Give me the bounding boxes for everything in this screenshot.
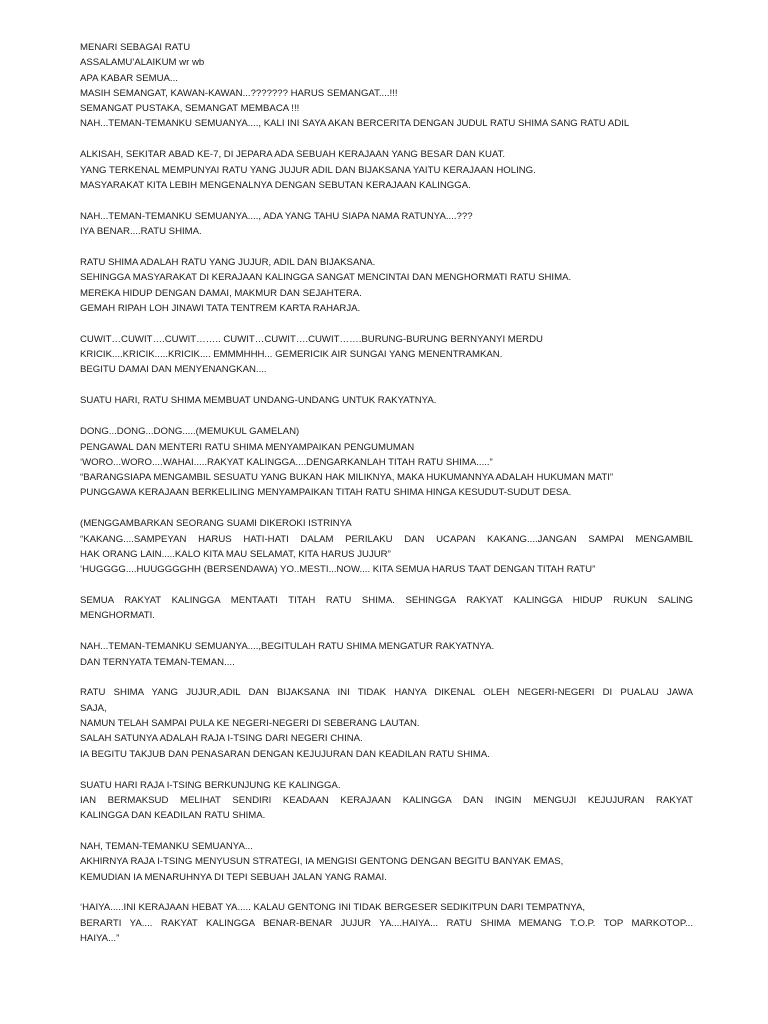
text-line: CUWIT…CUWIT….CUWIT…….. CUWIT…CUWIT….CUWIT…….BURUNG-BURUNG BERNYANYI MERDU bbox=[80, 333, 543, 345]
paragraph bbox=[80, 839, 693, 885]
paragraph-gap bbox=[80, 670, 693, 686]
text-line: RATU SHIMA ADALAH RATU YANG JUJUR, ADIL DAN BIJAKSANA. bbox=[80, 257, 376, 269]
text-line: PUNGGAWA KERAJAAN BERKELILING MENYAMPAIKAN TITAH RATU SHIMA HINGA KESUDUT-SUDUT DESA. bbox=[80, 487, 572, 499]
text-line: NAH...TEMAN-TEMANKU SEMUANYA....,BEGITULAH RATU SHIMA MENGATUR RAKYATNYA. bbox=[80, 641, 495, 653]
paragraph bbox=[80, 685, 693, 761]
text-line: NAMUN TELAH SAMPAI PULA KE NEGERI-NEGERI DI SEBERANG LAUTAN. bbox=[80, 718, 420, 730]
text-line: ‘WORO...WORO....WAHAI.....RAKYAT KALINGGA....DENGARKANLAH TITAH RATU SHIMA.....” bbox=[80, 456, 493, 468]
text-line: (MENGGAMBARKAN SEORANG SUAMI DIKEROKI ISTRINYA bbox=[80, 518, 352, 530]
text-line: ASSALAMU’ALAIKUM wr wb bbox=[80, 57, 205, 69]
text-line: AKHIRNYA RAJA I-TSING MENYUSUN STRATEGI, IA MENGISI GENTONG DENGAN BEGITU BANYAK EMAS, bbox=[80, 856, 564, 868]
text-line: IYA BENAR....RATU SHIMA. bbox=[80, 226, 202, 238]
text-line: SEMUA RAKYAT KALINGGA MENTAATI TITAH RATU SHIMA. SEHINGGA RAKYAT KALINGGA HIDUP RUKUN SALING bbox=[80, 595, 693, 607]
paragraph bbox=[80, 424, 693, 500]
paragraph-gap bbox=[80, 409, 693, 425]
paragraph-gap bbox=[80, 316, 693, 332]
text-line: SEHINGGA MASYARAKAT DI KERAJAAN KALINGGA SANGAT MENCINTAI DAN MENGHORMATI RATU SHIMA. bbox=[80, 272, 572, 284]
text-line: ‘HAIYA.....INI KERAJAAN HEBAT YA..... KALAU GENTONG INI TIDAK BERGESER SEDIKITPUN DARI TEMPATNYA, bbox=[80, 902, 586, 914]
paragraph bbox=[80, 147, 693, 193]
paragraph bbox=[80, 393, 693, 408]
text-line: “BARANGSIAPA MENGAMBIL SESUATU YANG BUKAN HAK MILIKNYA, MAKA HUKUMANNYA ADALAH HUKUMAN MATI” bbox=[80, 472, 614, 484]
text-line: MEREKA HIDUP DENGAN DAMAI, MAKMUR DAN SEJAHTERA. bbox=[80, 287, 362, 299]
text-line: NAH, TEMAN-TEMANKU SEMUANYA... bbox=[80, 841, 253, 852]
text-line: GEMAH RIPAH LOH JINAWI TATA TENTREM KARTA RAHARJA. bbox=[80, 302, 361, 314]
text-line: YANG TERKENAL MEMPUNYAI RATU YANG JUJUR ADIL DAN BIJAKSANA YAITU KERAJAAN HOLING. bbox=[80, 164, 536, 176]
text-line: KALINGGA DAN KEADILAN RATU SHIMA. bbox=[80, 810, 266, 822]
text-line: HAK ORANG LAIN.....KALO KITA MAU SELAMAT, KITA HARUS JUJUR” bbox=[80, 548, 391, 560]
text-line: MENARI SEBAGAI RATU bbox=[80, 42, 191, 53]
text-line: HAIYA...” bbox=[80, 933, 120, 945]
paragraph bbox=[80, 639, 693, 670]
paragraph bbox=[80, 516, 693, 577]
paragraph-gap bbox=[80, 193, 693, 209]
paragraph bbox=[80, 332, 693, 378]
paragraph bbox=[80, 255, 693, 316]
text-line: BERARTI YA.... RAKYAT KALINGGA BENAR-BENAR JUJUR YA....HAIYA... RATU SHIMA MEMANG T.O.P. TOP MARKOTOP... bbox=[80, 917, 693, 929]
paragraph bbox=[80, 209, 693, 240]
text-line: RATU SHIMA YANG JUJUR,ADIL DAN BIJAKSANA INI TIDAK HANYA DIKENAL OLEH NEGERI-NEGERI DI PUALAU JAWA bbox=[80, 687, 693, 699]
text-line: NAH...TEMAN-TEMANKU SEMUANYA...., ADA YANG TAHU SIAPA NAMA RATUNYA....??? bbox=[80, 210, 473, 222]
text-line: ALKISAH, SEKITAR ABAD KE-7, DI JEPARA ADA SEBUAH KERAJAAN YANG BESAR DAN KUAT. bbox=[80, 149, 506, 161]
paragraph-gap bbox=[80, 624, 693, 640]
text-line: SALAH SATUNYA ADALAH RAJA I-TSING DARI NEGERI CHINA. bbox=[80, 733, 363, 745]
document-page bbox=[80, 40, 693, 946]
text-line: ‘HUGGGG....HUUGGGGHH (BERSENDAWA) YO..MESTI...NOW.... KITA SEMUA HARUS TAAT DENGAN TITAH RATU” bbox=[80, 564, 596, 576]
paragraph-gap bbox=[80, 577, 693, 593]
text-line: KEMUDIAN IA MENARUHNYA DI TEPI SEBUAH JALAN YANG RAMAI. bbox=[80, 871, 387, 883]
paragraph-gap bbox=[80, 378, 693, 394]
text-line: APA KABAR SEMUA... bbox=[80, 72, 178, 84]
paragraph-gap bbox=[80, 501, 693, 517]
paragraph bbox=[80, 900, 693, 946]
text-line: SAJA, bbox=[80, 702, 107, 714]
paragraph bbox=[80, 778, 693, 824]
text-line: SUATU HARI, RATU SHIMA MEMBUAT UNDANG-UNDANG UNTUK RAKYATNYA. bbox=[80, 395, 437, 407]
paragraph bbox=[80, 593, 693, 624]
text-line: DONG...DONG...DONG.....(MEMUKUL GAMELAN) bbox=[80, 426, 300, 438]
paragraph-gap bbox=[80, 823, 693, 839]
text-line: BEGITU DAMAI DAN MENYENANGKAN.... bbox=[80, 364, 267, 376]
text-line: SUATU HARI RAJA I-TSING BERKUNJUNG KE KALINGGA. bbox=[80, 779, 341, 791]
paragraph-gap bbox=[80, 885, 693, 901]
text-line: MASIH SEMANGAT, KAWAN-KAWAN...??????? HARUS SEMANGAT....!!! bbox=[80, 87, 398, 99]
text-line: KRICIK....KRICIK.....KRICIK.... EMMMHHH... GEMERICIK AIR SUNGAI YANG MENENTRAMKAN. bbox=[80, 349, 503, 361]
paragraph-gap bbox=[80, 132, 693, 148]
paragraph-gap bbox=[80, 239, 693, 255]
text-line: DAN TERNYATA TEMAN-TEMAN.... bbox=[80, 656, 235, 668]
text-line: SEMANGAT PUSTAKA, SEMANGAT MEMBACA !!! bbox=[80, 103, 300, 115]
text-line: IA BEGITU TAKJUB DAN PENASARAN DENGAN KEJUJURAN DAN KEADILAN RATU SHIMA. bbox=[80, 748, 490, 760]
paragraph bbox=[80, 40, 693, 132]
text-line: NAH...TEMAN-TEMANKU SEMUANYA...., KALI INI SAYA AKAN BERCERITA DENGAN JUDUL RATU SHIMA SANG RATU ADIL bbox=[80, 118, 630, 130]
text-line: MENGHORMATI. bbox=[80, 610, 155, 622]
paragraph-gap bbox=[80, 762, 693, 778]
text-line: IAN BERMAKSUD MELIHAT SENDIRI KEADAAN KERAJAAN KALINGGA DAN INGIN MENGUJI KEJUJURAN RAKYAT bbox=[80, 794, 693, 806]
text-line: “KAKANG....SAMPEYAN HARUS HATI-HATI DALAM PERILAKU DAN UCAPAN KAKANG....JANGAN SAMPAI MENGAMBIL bbox=[80, 533, 693, 545]
text-line: MASYARAKAT KITA LEBIH MENGENALNYA DENGAN SEBUTAN KERAJAAN KALINGGA. bbox=[80, 179, 471, 191]
text-line: PENGAWAL DAN MENTERI RATU SHIMA MENYAMPAIKAN PENGUMUMAN bbox=[80, 441, 415, 453]
